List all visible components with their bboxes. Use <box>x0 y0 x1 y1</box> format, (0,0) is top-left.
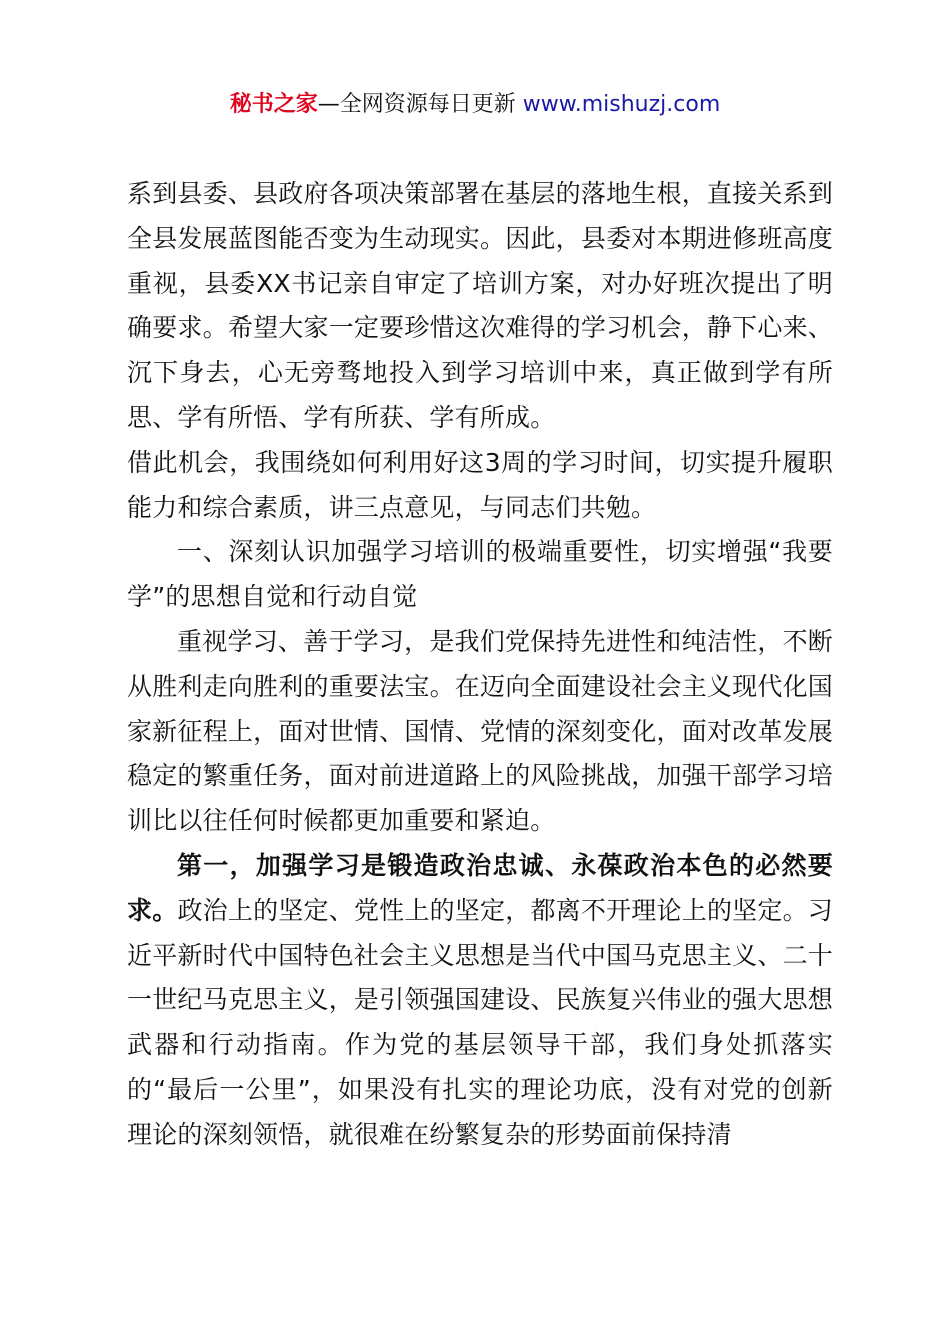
section-heading-1: 一、深刻认识加强学习培训的极端重要性，切实增强“我要学”的思想自觉和行动自觉 <box>127 537 833 612</box>
paragraph-1: 系到县委、县政府各项决策部署在基层的落地生根，直接关系到全县发展蓝图能否变为生动现实。因此，县委对本期进修班高度重视，县委XX书记亲自审定了培训方案，对办好班次提出了明确要求。希望大家一定要珍惜这次难得的学习机会，静下心来、沉下身去，心无旁骛地投入到学习培训中来，真正做到学有所思、学有所悟、学有所获、学有所成。 <box>127 179 833 432</box>
paragraph-2: 借此机会，我围绕如何利用好这3周的学习时间，切实提升履职能力和综合素质，讲三点意见，与同志们共勉。 <box>127 447 833 522</box>
paragraph-4-text: 政治上的坚定、党性上的坚定，都离不开理论上的坚定。习近平新时代中国特色社会主义思想是当代中国马克思主义、二十一世纪马克思主义，是引领强国建设、民族复兴伟业的强大思想武器和行动指南。作为党的基层领导干部，我们身处抓落实的“最后一公里”，如果没有扎实的理论功底，没有对党的创新理论的深刻领悟，就很难在纷繁复杂的形势面前保持清 <box>127 895 834 1149</box>
document-header <box>0 88 950 122</box>
header-tagline: —全网资源每日更新 <box>317 92 516 117</box>
website-link[interactable]: www.mishuzj.com <box>522 92 721 117</box>
paragraph-4-lead: 第一，加强学习是锻造政治忠诚、永葆政治本色的必然要求。 <box>127 850 833 925</box>
document-body <box>127 172 833 1158</box>
paragraph-4 <box>127 844 833 1158</box>
brand-name: 秘书之家 <box>229 92 318 117</box>
paragraph-3: 重视学习、善于学习，是我们党保持先进性和纯洁性，不断从胜利走向胜利的重要法宝。在迈向全面建设社会主义现代化国家新征程上，面对世情、国情、党情的深刻变化，面对改革发展稳定的繁重任务，面对前进道路上的风险挑战，加强干部学习培训比以往任何时候都更加重要和紧迫。 <box>127 626 833 836</box>
